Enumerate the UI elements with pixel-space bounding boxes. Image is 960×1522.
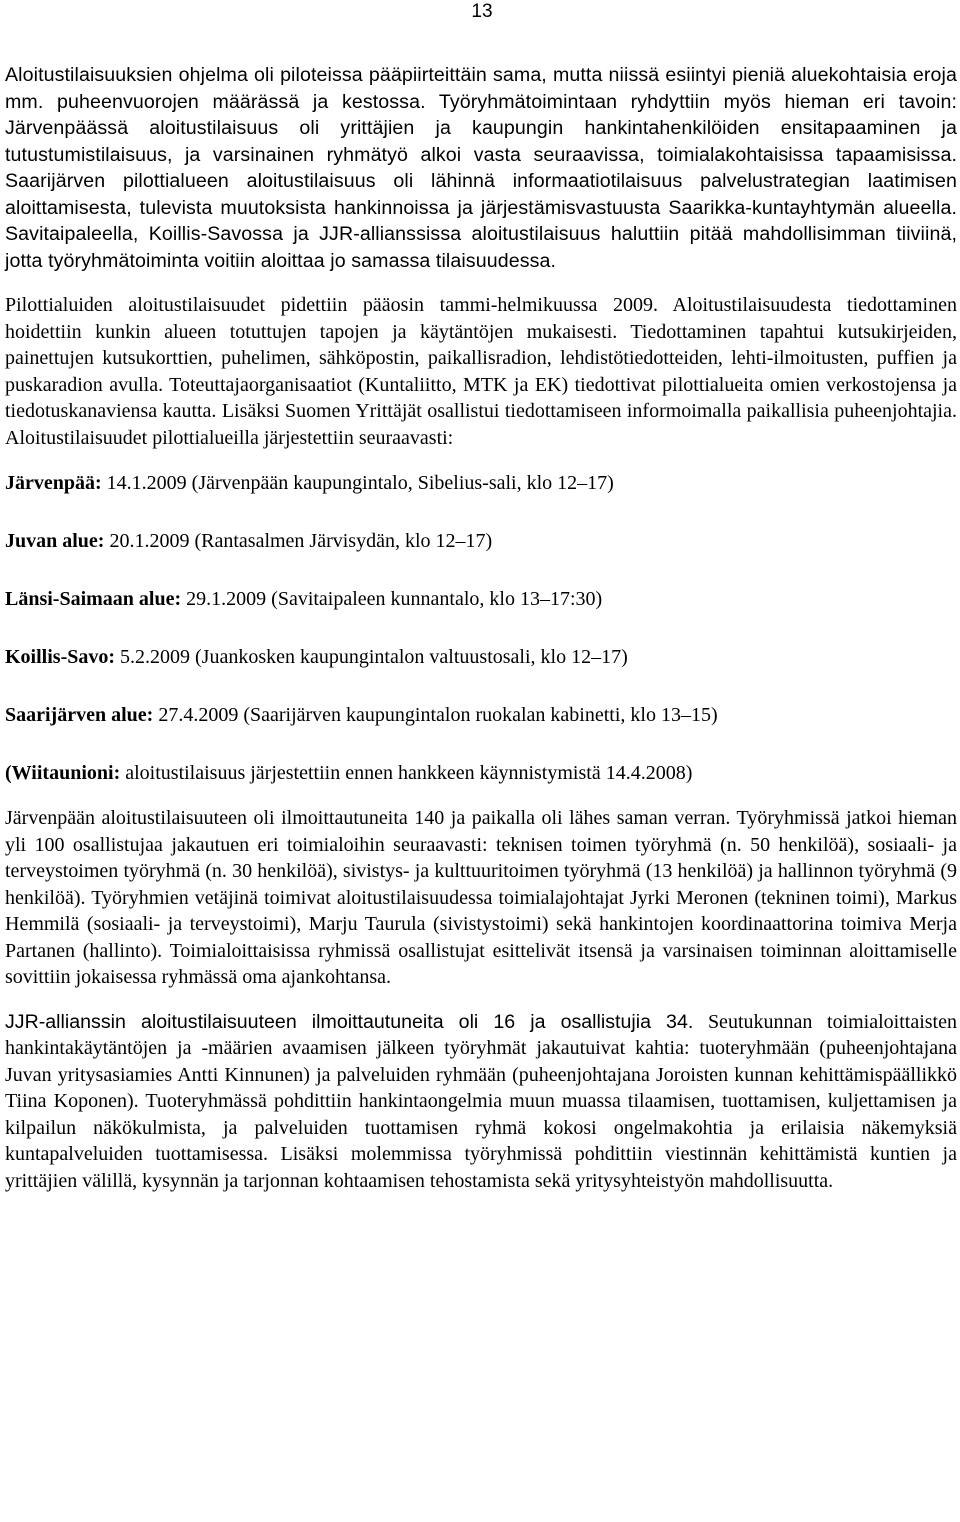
- paragraph-text: Saarijärven pilottialueen aloitustilaisuus oli lähinnä informaatiotilaisuus palvelustrategian laatimisen aloittamisesta, tulevista muutoksista hankinnoissa ja järjestämisvastuusta Saarikka-kuntayhtymän alueella.: [5, 170, 957, 219]
- event-detail: aloitustilaisuus järjestettiin ennen hankkeen käynnistymistä 14.4.2008): [125, 762, 693, 784]
- event-detail: 14.1.2009 (Järvenpään kaupungintalo, Sibelius-sali, klo 12–17): [106, 472, 614, 494]
- page-number: 13: [471, 1, 493, 22]
- event-detail: 29.1.2009 (Savitaipaleen kunnantalo, klo 13–17:30): [186, 588, 603, 610]
- event-detail: 5.2.2009 (Juankosken kaupungintalon valtuustosali, klo 12–17): [120, 646, 628, 668]
- paragraph-text: Savitaipaleella, Koillis-Savossa ja JJR-allianssissa aloitustilaisuus haluttiin pitää mahdollisimman tiiviinä, jotta työryhmätoiminta voitiin aloittaa jo samassa tilaisuudessa.: [5, 223, 957, 272]
- paragraph-text: Seutukunnan toimialoittaisten hankintakäytäntöjen ja -määrien avaamisen jälkeen työryhmät jakautuivat kahtia: tuoteryhmään (puheenjohtajana Juvan yritysasiamies Antti Kinnunen) ja palveluiden ryhmään (puheenjohtajana Joroisten kunnan kehittämispäällikkö Tiina Koponen). Tuoteryhmässä pohdittiin hankintaongelmia muun muassa tilaamisen, tuottamisen, kuljettamisen ja kilpailun näkökulmista, ja palveluiden tuottamisen ryhmä kokosi ongelmakohtia ja erilaisia näkemyksiä kuntapalveluiden tuottamisessa. Lisäksi molemmissa työryhmissä pohdittiin viestinnän kehittämistä kuntien ja yrittäjien välillä, kysynnän ja tarjonnan kohtaamisen tehostamista sekä yritysyhteistyön mahdollisuutta.: [5, 1010, 957, 1192]
- event-item: [5, 528, 957, 554]
- event-open-paren: (: [5, 762, 12, 784]
- event-label: Länsi-Saimaan alue:: [5, 588, 182, 610]
- paragraph-text: Aloitustilaisuuksien ohjelma oli piloteissa pääpiirteittäin sama, mutta niissä esiintyi pieniä aluekohtaisia eroja mm. puheenvuorojen määrässä ja kestossa.: [5, 64, 957, 113]
- event-list: [5, 470, 957, 786]
- paragraph-text: Työryhmätoimintaan ryhdyttiin myös hieman eri tavoin: Järvenpäässä aloitustilaisuus oli yrittäjien ja kaupungin hankintahenkilöiden ensitapaaminen ja tutustumistilaisuus, ja varsinainen ryhmätyö alkoi vasta seuraavissa, toimialakohtaisissa tapaamisissa.: [5, 90, 957, 166]
- event-item: [5, 586, 957, 612]
- paragraph-jjr-alliance: [5, 1009, 957, 1195]
- event-item: [5, 644, 957, 670]
- event-detail: 27.4.2009 (Saarijärven kaupungintalon ruokalan kabinetti, klo 13–15): [158, 704, 718, 726]
- event-item: [5, 470, 957, 496]
- page-content: [5, 62, 957, 1194]
- event-label: Saarijärven alue:: [5, 704, 154, 726]
- event-item: [5, 760, 957, 786]
- event-label: Juvan alue:: [5, 530, 105, 552]
- event-label: Järvenpää:: [5, 472, 102, 494]
- event-label: Koillis-Savo:: [5, 646, 116, 668]
- event-label: Wiitaunioni:: [11, 762, 121, 784]
- paragraph-pilot-program: [5, 62, 957, 274]
- paragraph-announcements: Pilottialuiden aloitustilaisuudet pidettiin pääosin tammi-helmikuussa 2009. Aloitustilaisuudesta tiedottaminen hoidettiin kunkin alueen totuttujen tapojen ja käytäntöjen mukaisesti. Tiedottaminen tapahtui kutsukirjeiden, painettujen kutsukorttien, puhelimen, sähköpostin, paikallisradion, lehdistötiedotteiden, lehti-ilmoitusten, puffien ja puskaradion avulla. Toteuttajaorganisaatiot (Kuntaliitto, MTK ja EK) tiedottivat pilottialueita omien verkostojensa ja tiedotuskanaviensa kautta. Lisäksi Suomen Yrittäjät osallistui tiedottamiseen informoimalla paikallisia puheenjohtajia. Aloitustilaisuudet pilottialueilla järjestettiin seuraavasti:: [5, 294, 957, 449]
- paragraph-text: JJR-allianssin aloitustilaisuuteen ilmoittautuneita oli 16 ja osallistujia 34.: [5, 1010, 694, 1033]
- paragraph-jarvenpaa-groups: Järvenpään aloitustilaisuuteen oli ilmoittautuneita 140 ja paikalla oli lähes saman verran. Työryhmissä jatkoi hieman yli 100 osallistujaa jakautuen eri toimialoihin seuraavasti: teknisen toimen työryhmä (n. 50 henkilöä), sosiaali- ja terveystoimen työryhmä (n. 30 henkilöä), sivistys- ja kulttuuritoimen työryhmä (13 henkilöä) ja hallinnon työryhmä (9 henkilöä). Työryhmien vetäjinä toimivat aloitustilaisuudessa toimialajohtajat Jyrki Meronen (tekninen toimi), Markus Hemmilä (sosiaali- ja terveystoimi), Marju Taurula (sivistystoimi) sekä hankintojen koordinaattorina toimiva Merja Partanen (hallinto). Toimialoittaisissa ryhmissä osallistujat esittelivät itsensä ja varsinaisen toiminnan aloittamiselle sovittiin jokaisessa ryhmässä oma ajankohtansa.: [5, 807, 957, 988]
- event-detail: 20.1.2009 (Rantasalmen Järvisydän, klo 12–17): [109, 530, 493, 552]
- event-item: [5, 702, 957, 728]
